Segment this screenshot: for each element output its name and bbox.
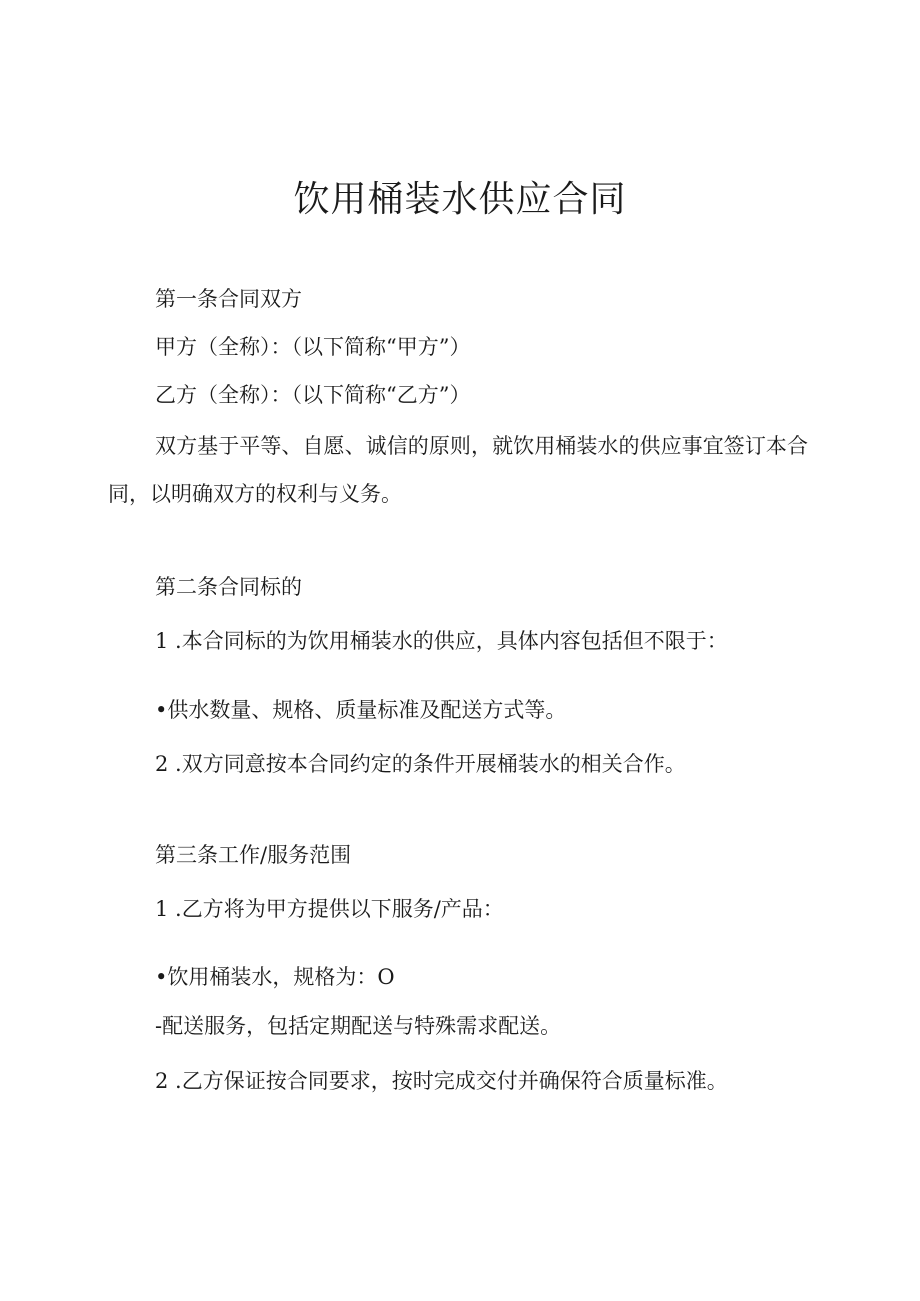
list-item: 1 .本合同标的为饮用桶装水的供应，具体内容包括但不限于： <box>155 629 728 653</box>
party-b-line: 乙方（全称）：（以下简称“乙方”） <box>155 383 471 407</box>
document-title: 饮用桶装水供应合同 <box>293 179 627 220</box>
section-heading: 第三条工作/服务范围 <box>155 843 352 867</box>
list-item: 2 .乙方保证按合同要求，按时完成交付并确保符合质量标准。 <box>155 1069 728 1093</box>
section-heading: 第一条合同双方 <box>155 287 302 311</box>
party-a-line: 甲方（全称）：（以下简称“甲方”） <box>155 335 471 359</box>
bullet-item: -配送服务，包括定期配送与特殊需求配送。 <box>155 1014 562 1038</box>
list-item: 2 .双方同意按本合同约定的条件开展桶装水的相关合作。 <box>155 752 686 776</box>
section-heading: 第二条合同标的 <box>155 575 302 599</box>
list-item: 1 .乙方将为甲方提供以下服务/产品： <box>155 897 504 921</box>
bullet-item: •饮用桶装水，规格为：O <box>155 965 395 989</box>
bullet-item: •供水数量、规格、质量标准及配送方式等。 <box>155 698 567 722</box>
section-paragraph: 双方基于平等、自愿、诚信的原则，就饮用桶装水的供应事宜签订本合同，以明确双方的权利与义务。 <box>108 434 808 506</box>
